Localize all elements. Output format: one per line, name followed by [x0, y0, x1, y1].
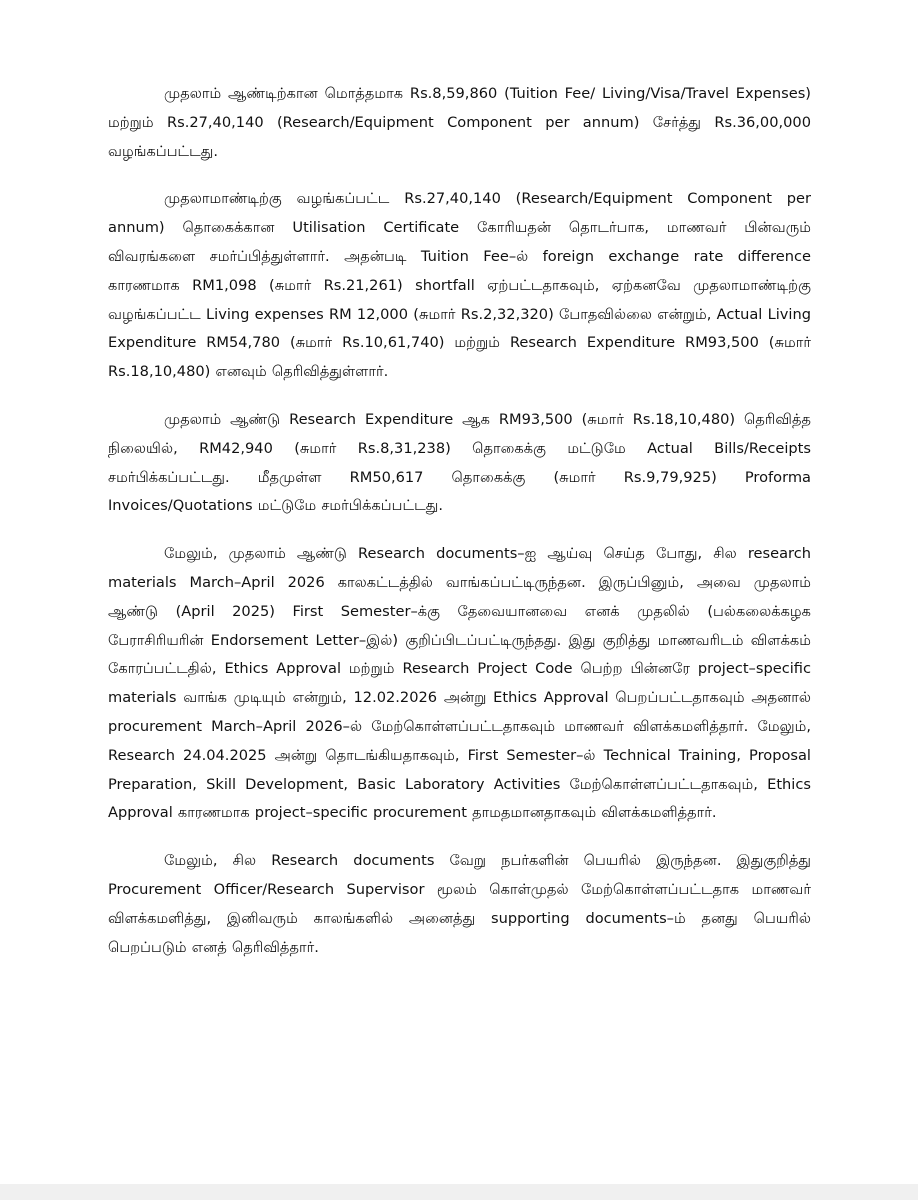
paragraph-research-expenditure: முதலாம் ஆண்டு Research Expenditure ஆக RM93,500 (சுமார் Rs.18,10,480) தெரிவித்த நிலையில், RM42,940 (சுமார் Rs.8,31,238) தொகைக்கு மட்டுமே Actual Bills/Receipts சமர்பிக்கப்பட்டது. மீதமுள்ள RM50,617 தொகைக்கு (சுமார் Rs.9,79,925) Proforma Invoices/Quotations மட்டுமே சமர்பிக்கப்பட்டது. — [108, 410, 811, 515]
paragraph-documents-other-names: மேலும், சில Research documents வேறு நபர்களின் பெயரில் இருந்தன. இதுகுறித்து Procurement Officer/Research Supervisor மூலம் கொள்முதல் மேற்கொள்ளப்பட்டதாக மாணவர் விளக்கமளித்து, இனிவரும் காலங்களில் அனைத்து supporting documents–ம் தனது பெயரில் பெறப்படும் எனத் தெரிவித்தார். — [108, 852, 811, 956]
paragraph-first-year-total: முதலாம் ஆண்டிற்கான மொத்தமாக Rs.8,59,860 (Tuition Fee/ Living/Visa/Travel Expenses) மற்றும் Rs.27,40,140 (Research/Equipment Component per annum) சேர்த்து Rs.36,00,000 வழங்கப்பட்டது. — [108, 85, 811, 160]
page-bottom-edge — [0, 1184, 918, 1200]
paragraph-utilisation-certificate: முதலாமாண்டிற்கு வழங்கப்பட்ட Rs.27,40,140 (Research/Equipment Component per annum) தொகைக்கான Utilisation Certificate கோரியதன் தொடர்பாக, மாணவர் பின்வரும் விவரங்களை சமர்ப்பித்துள்ளார். அதன்படி Tuition Fee–ல் foreign exchange rate difference காரணமாக RM1,098 (சுமார் Rs.21,261) shortfall ஏற்பட்டதாகவும், ஏற்கனவே முதலாமாண்டிற்கு வழங்கப்பட்ட Living expenses RM 12,000 (சுமார் Rs.2,32,320) போதவில்லை என்றும், Actual Living Expenditure RM54,780 (சுமார் Rs.10,61,740) மற்றும் Research Expenditure RM93,500 (சுமார் Rs.18,10,480) எனவும் தெரிவித்துள்ளார். — [108, 190, 811, 381]
document-body — [108, 80, 811, 981]
paragraph-research-documents-review: மேலும், முதலாம் ஆண்டு Research documents–ஐ ஆய்வு செய்த போது, சில research materials March–April 2026 காலகட்டத்தில் வாங்கப்பட்டிருந்தன. இருப்பினும், அவை முதலாம் ஆண்டு (April 2025) First Semester–க்கு தேவையானவை எனக் முதலில் (பல்கலைக்கழக பேராசிரியரின் Endorsement Letter–இல்) குறிப்பிடப்பட்டிருந்தது. இது குறித்து மாணவரிடம் விளக்கம் கோரப்பட்டதில், Ethics Approval மற்றும் Research Project Code பெற்ற பின்னரே project–specific materials வாங்க முடியும் என்றும், 12.02.2026 அன்று Ethics Approval பெறப்பட்டதாகவும் அதனால் procurement March–April 2026–ல் மேற்கொள்ளப்பட்டதாகவும் மாணவர் விளக்கமளித்தார். மேலும், Research 24.04.2025 அன்று தொடங்கியதாகவும், First Semester–ல் Technical Training, Proposal Preparation, Skill Development, Basic Laboratory Activities மேற்கொள்ளப்பட்டதாகவும், Ethics Approval காரணமாக project–specific procurement தாமதமானதாகவும் விளக்கமளித்தார். — [108, 545, 811, 822]
